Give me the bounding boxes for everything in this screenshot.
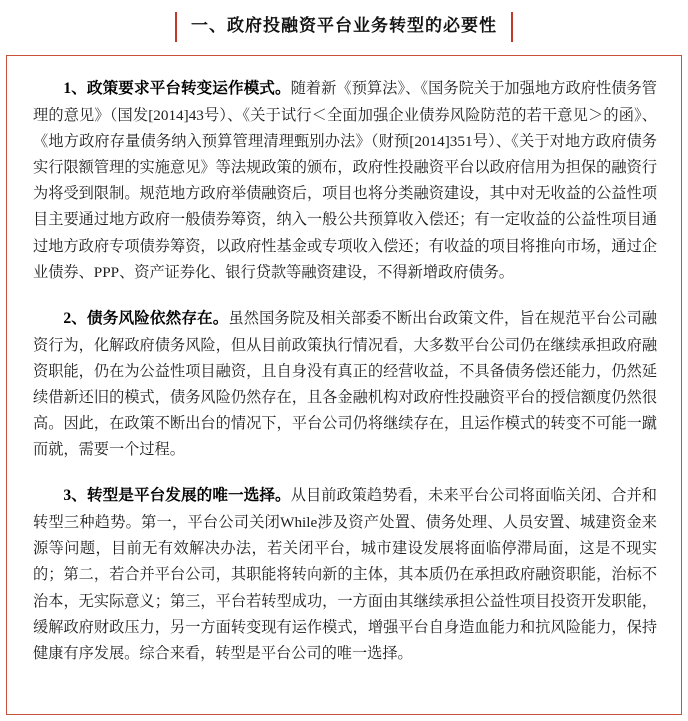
paragraph-1 [33,76,657,286]
paragraph-1-lead: 1、政策要求平台转变运作模式。 [63,80,291,97]
paragraph-3-lead: 3、转型是平台发展的唯一选择。 [63,487,291,505]
paragraph-2 [33,306,657,464]
paragraph-2-text: 虽然国务院及相关部委不断出台政策文件，旨在规范平台公司融资行为，化解政府债务风险，但从目前政策执行情况看，大多数平台公司仍在继续承担政府融资职能，仍在为公益性项目融资，且自身没有真正的经营收益，不具备债务偿还能力，仍然延续借新还旧的模式，债务风险仍然存在，且各金融机构对政府性投融资平台的授信额度仍然很高。因此，在政策不断出台的情况下，平台公司仍将继续存在，且运作模式的转变不可能一蹴而就，需要一个过程。 [33,309,657,459]
document-title-container [0,0,688,52]
paragraph-3-text: 从目前政策趋势看，未来平台公司将面临关闭、合并和转型三种趋势。第一，平台公司关闭While涉及资产处置、债务处理、人员安置、城建资金来源等问题，目前无有效解决办法，若关闭平台，城市建设发展将面临停滞局面，这是不现实的；第二，若合并平台公司，其职能将转向新的主体，其本质仍在承担政府融资职能，治标不治本，无实际意义；第三，平台若转型成功，一方面由其继续承担公益性项目投资开发职能，缓解政府财政压力，另一方面转变现有运作模式，增强平台自身造血能力和抗风险能力，保持健康有序发展。综合来看，转型是平台公司的唯一选择。 [33,487,657,662]
page-title: 一、政府投融资平台业务转型的必要性 [175,12,513,42]
document-body-frame [6,55,682,715]
paragraph-2-lead: 2、债务风险依然存在。 [63,309,229,327]
paragraph-3 [33,483,657,667]
paragraph-1-text: 随着新《预算法》、《国务院关于加强地方政府性债务管理的意见》（国发[2014]43号）、《关于试行＜全面加强企业债券风险防范的若干意见＞的函》、《地方政府存量债务纳入预算管理清理甄别办法》（财预[2014]351号）、《关于对地方政府债务实行限额管理的实施意见》等法规政策的颁布，政府性投融资平台以政府信用为担保的融资行为将受到限制。规范地方政府举债融资后，项目也将分类融资建设，其中对无收益的公益性项目主要通过地方政府一般债券筹资，纳入一般公共预算收入偿还；有一定收益的公益性项目通过地方政府专项债券筹资，以政府性基金或专项收入偿还；有收益的项目将推向市场，通过企业债券、PPP、资产证券化、银行贷款等融资建设，不得新增政府债务。 [33,80,657,281]
